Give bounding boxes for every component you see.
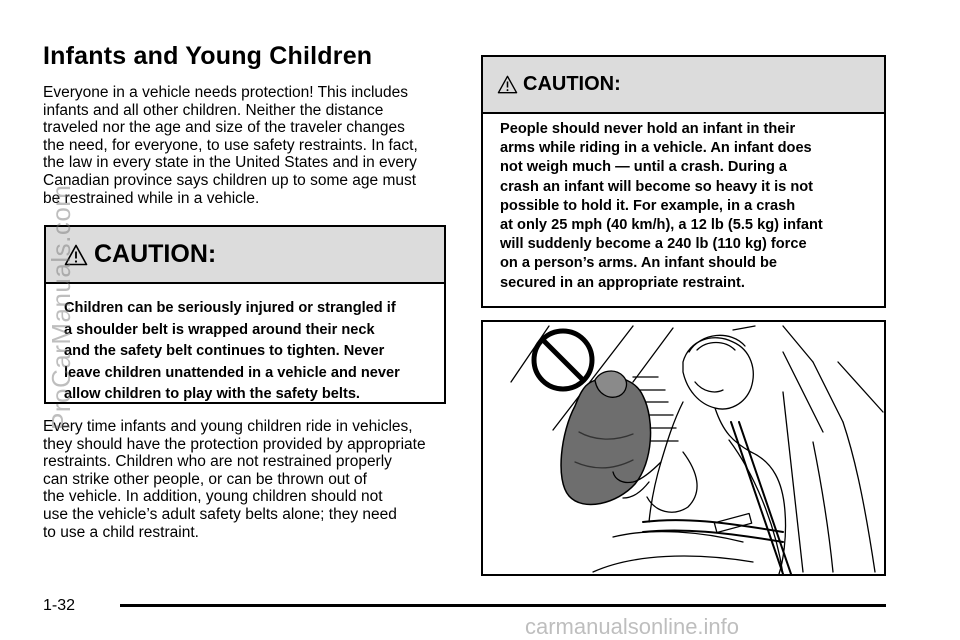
- caution-label: CAUTION:: [523, 73, 621, 95]
- footer-rule: [120, 604, 886, 607]
- watermark-side: ProCarManuals.com: [46, 184, 76, 430]
- warning-triangle-icon: [497, 75, 518, 94]
- caution-box-infant: [481, 55, 886, 308]
- caution-text: People should never hold an infant in their arms while riding in a vehicle. An infant does not weigh much — until a crash. During a crash an infant will become so heavy it is not possible to hold it. For example, in a crash at only 25 mph (40 km/h), a 12 lb (5.5 kg) infant will suddenly become a 240 lb (110 kg) force on a person’s arms. An infant should be secured in an appropriate restraint.: [500, 121, 823, 291]
- infant-in-arms-illustration: [481, 320, 886, 576]
- intro-paragraph: Everyone in a vehicle needs protection! This includes infants and all other children. Neither the distance traveled nor the age and size of the traveler changes the need, for everyone, to use safety restraints. In fact, the law in every state in the United States and in every Canadian province says children up to some age must be restrained while in a vehicle.: [43, 84, 418, 207]
- caution-header: [46, 227, 444, 284]
- caution-box-belt: [44, 225, 446, 404]
- watermark-bottom: carmanualsonline.info: [525, 614, 740, 639]
- page-title: Infants and Young Children: [43, 42, 373, 70]
- caution-text: Children can be seriously injured or strangled if a shoulder belt is wrapped around their neck and the safety belt continues to tighten. Never leave children unattended in a vehicle and never allow children to play with the safety belts.: [64, 300, 400, 402]
- page-number: 1-32: [43, 597, 76, 614]
- caution-header: [483, 57, 884, 114]
- second-paragraph: Every time infants and young children ride in vehicles, they should have the protection provided by appropriate restraints. Children who are not restrained properly can strike other people, or can be thrown out of the vehicle. In addition, young children should not use the vehicle’s adult safety belts alone; they need to use a child restraint.: [43, 418, 426, 541]
- prohibition-circle-icon: [534, 331, 592, 389]
- caution-label: CAUTION:: [94, 240, 217, 268]
